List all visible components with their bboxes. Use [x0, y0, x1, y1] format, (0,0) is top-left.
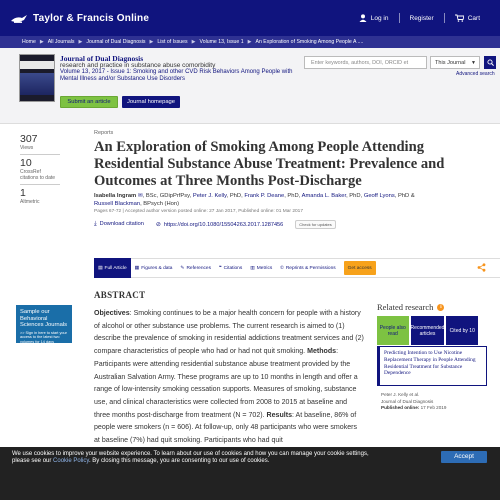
cart-icon: [455, 14, 464, 22]
tab-label: Full Article: [104, 265, 127, 271]
search-input[interactable]: Enter keywords, authors, DOI, ORCID et: [304, 56, 427, 69]
crossref-label: CrossRef citations to date: [20, 169, 56, 181]
author-link[interactable]: Isabella Ingram: [94, 193, 137, 199]
quote-icon: ❝: [218, 265, 222, 271]
document-icon: ▤: [98, 265, 103, 271]
author-credentials: , PhD,: [284, 193, 302, 199]
cookie-banner: [0, 447, 500, 500]
cart-link[interactable]: [445, 14, 490, 22]
article-title: An Exploration of Smoking Among People Attending Residential Substance Abuse Treatment: Prevalence and Outcomes at Three Months Post-Discharge: [94, 139, 445, 189]
author-link[interactable]: Amanda L. Baker: [301, 193, 347, 199]
brand-name: Taylor & Francis Online: [33, 12, 150, 24]
objectives-text: : Smoking continues to be a major health concern for people with a history of alcohol or other substance use problems. The current research is aimed to (1) describe the prevalence of smoking in residential addictions treatment services and (2) compare characteristics of people who had or had not quit smoking.: [94, 310, 364, 356]
chevron-right-icon: ▶: [78, 39, 83, 45]
article-header: [94, 130, 494, 229]
related-article-author: Peter J. Kelly et al.: [381, 392, 420, 397]
author-credentials: , PhD &: [394, 193, 415, 199]
cover-art: [20, 73, 54, 95]
top-actions: [349, 13, 490, 23]
author-credentials: , PhD,: [226, 193, 245, 199]
info-icon[interactable]: i: [437, 304, 444, 311]
image-icon: ▦: [134, 265, 140, 271]
tab-label: Figures & data: [141, 265, 173, 271]
login-label: Log in: [370, 14, 389, 22]
ad-title: Sample our Behavioral Sciences Journals: [20, 309, 68, 328]
methods-text: : Participants were attending residential substance abuse treatment provided by the Australian Salvation Army. These programs are up to 10 months in length and offer a range of low-intensity smoking cessation supports. Measures of smoking, substance use, and clinical characteristics were collected from 2008 to 2015 at baseline and three months post-discharge from treatment (N = 702).: [94, 348, 358, 419]
search-button[interactable]: [484, 56, 496, 69]
cart-label: Cart: [467, 14, 480, 22]
download-icon: ⤓: [94, 221, 97, 227]
related-article-date: [381, 405, 491, 412]
references-icon: ✎: [180, 265, 185, 271]
author-link[interactable]: Frank P. Deane: [244, 193, 285, 199]
tab-label: References: [186, 265, 211, 271]
cookie-policy-link[interactable]: Cookie Policy: [53, 457, 89, 464]
related-article-journal: Journal of Dual Diagnosis: [381, 398, 434, 404]
check-for-updates-badge[interactable]: Check for updates: [295, 220, 335, 229]
journal-header: [0, 48, 500, 124]
submit-article-button[interactable]: Submit an article: [60, 96, 118, 108]
altmetric-count[interactable]: 1: [20, 187, 26, 199]
related-tabs: [377, 316, 478, 345]
advanced-search-link[interactable]: Advanced search: [456, 71, 495, 77]
tab-references[interactable]: [176, 258, 215, 278]
author-link[interactable]: Geoff Lyons: [363, 193, 395, 199]
top-bar: [0, 0, 500, 36]
get-access-button[interactable]: Get access: [344, 261, 376, 275]
publication-info: Pages 67-72 | Accepted author version posted online: 27 Jan 2017, Published online: 01 Mar 2017: [94, 209, 303, 214]
search-scope-select[interactable]: [430, 56, 480, 69]
user-icon: [359, 14, 367, 22]
related-article-meta: [381, 392, 491, 412]
results-text: : At baseline, 86% of people were smokers (n = 606). At follow-up, only 48 participants who were smokers at baseline (7%) had quit smoking. Participants who had quit: [94, 411, 358, 445]
search-scope-value: This Journal: [435, 59, 466, 66]
tab-reprints[interactable]: [276, 258, 339, 278]
doi-link[interactable]: [156, 221, 283, 228]
chevron-right-icon: ▶: [149, 39, 154, 45]
lamp-logo-icon: [10, 12, 28, 24]
views-count: 307: [20, 133, 38, 145]
objectives-label: Objectives: [94, 310, 130, 317]
brand-logo[interactable]: [10, 12, 149, 24]
tab-metrics[interactable]: [246, 258, 276, 278]
breadcrumb-journal[interactable]: Journal of Dual Diagnosis: [86, 39, 146, 45]
citation-row: [94, 220, 494, 229]
mail-icon[interactable]: ✉: [137, 193, 143, 199]
register-link[interactable]: [400, 15, 444, 22]
author-credentials: , BPsych (Hon): [140, 201, 180, 207]
journal-homepage-button[interactable]: Journal homepage: [122, 96, 180, 108]
login-link[interactable]: [349, 14, 399, 22]
journal-title[interactable]: Journal of Dual Diagnosis: [60, 54, 144, 63]
views-label: Views: [20, 145, 34, 151]
methods-label: Methods: [307, 348, 337, 356]
cookie-text-prefix: please see our: [12, 457, 54, 464]
tab-label: Citations: [223, 265, 243, 271]
tab-label: Metrics: [256, 265, 273, 271]
accept-cookies-button[interactable]: Accept: [441, 451, 487, 463]
altmetric-label: Altmetric: [20, 199, 40, 205]
divider: [20, 154, 60, 155]
copyright-icon: ©: [280, 265, 284, 271]
behavioral-sciences-ad[interactable]: [16, 305, 72, 343]
abstract-text: [94, 308, 364, 448]
chevron-right-icon: ▶: [247, 39, 252, 45]
related-article-title[interactable]: Predicting Intention to Use Nicotine Replacement Therapy in People Attending Residential Treatment for Substance Dependence: [384, 350, 476, 377]
tab-citations[interactable]: [215, 258, 246, 278]
journal-subtitle: research and practice in substance abuse comorbidity: [60, 62, 216, 69]
bar-chart-icon: ▥: [250, 265, 255, 271]
journal-cover-image[interactable]: [19, 54, 55, 102]
author-link[interactable]: Russell Blackman: [94, 201, 141, 207]
related-article-card[interactable]: [377, 346, 487, 386]
crossref-count[interactable]: 10: [20, 157, 32, 169]
tab-label: Reprints & Permissions: [285, 265, 336, 271]
author-credentials: , BSc, GDipPrfPsy,: [142, 193, 193, 199]
link-icon: ⊘: [155, 222, 161, 228]
breadcrumb-all-journals[interactable]: All Journals: [47, 39, 75, 45]
tab-people-also-read[interactable]: People also read: [377, 316, 409, 345]
cover-band: [20, 61, 54, 69]
cookie-text: We use cookies to improve your website experience. To learn about our use of cookies and how you can manage your cookie settings,: [12, 451, 369, 457]
doi-label: https://doi.org/10.1080/15504263.2017.1287456: [163, 222, 284, 228]
results-label: Results: [266, 411, 292, 419]
ad-cta: >> Sign in here to start your access to the latest two volumes for 14 days: [20, 330, 67, 344]
chevron-right-icon: ▶: [191, 39, 196, 45]
download-citation-label: Download citation: [99, 221, 144, 227]
breadcrumb-current: An Exploration of Smoking Among People A ....: [255, 39, 364, 45]
published-date: 17 Feb 2019: [420, 405, 447, 410]
tab-figures[interactable]: [131, 258, 177, 278]
author-list: [94, 192, 424, 208]
cookie-text-line2: [12, 458, 488, 465]
breadcrumb: [0, 36, 500, 48]
article-tabs: [94, 258, 500, 278]
register-label: Register: [409, 14, 434, 22]
breadcrumb-home[interactable]: Home: [22, 39, 36, 45]
search-icon: [487, 59, 494, 66]
author-link[interactable]: Peter J. Kelly: [192, 193, 227, 199]
abstract-heading: ABSTRACT: [94, 290, 146, 300]
related-research-title: Related research: [377, 302, 434, 312]
chevron-right-icon: ▶: [39, 39, 44, 45]
tab-full-article[interactable]: [94, 258, 131, 278]
related-research-heading: [377, 302, 444, 312]
share-icon[interactable]: [477, 263, 486, 274]
journal-info: [60, 55, 300, 83]
download-citation-link[interactable]: [94, 221, 144, 228]
breadcrumb-issues[interactable]: List of Issues: [157, 39, 188, 45]
tab-recommended-articles[interactable]: Recommended articles: [411, 316, 445, 345]
tab-cited-by[interactable]: Cited by 10: [446, 316, 478, 345]
article-metrics: [20, 134, 70, 208]
author-credentials: , PhD,: [346, 193, 364, 199]
published-label: Published online:: [381, 405, 420, 410]
breadcrumb-volume[interactable]: Volume 13, Issue 1: [199, 39, 244, 45]
article-type: Reports: [94, 130, 114, 136]
cookie-text-suffix: . By closing this message, you are consenting to our use of cookies.: [88, 457, 270, 464]
divider: [20, 184, 60, 185]
journal-issue[interactable]: Volume 13, 2017 - Issue 1: Smoking and other CVD Risk Behaviors Among People with Mental Illness and/or Substance Use Disorders: [60, 69, 293, 82]
chevron-down-icon: ▼: [471, 59, 476, 66]
